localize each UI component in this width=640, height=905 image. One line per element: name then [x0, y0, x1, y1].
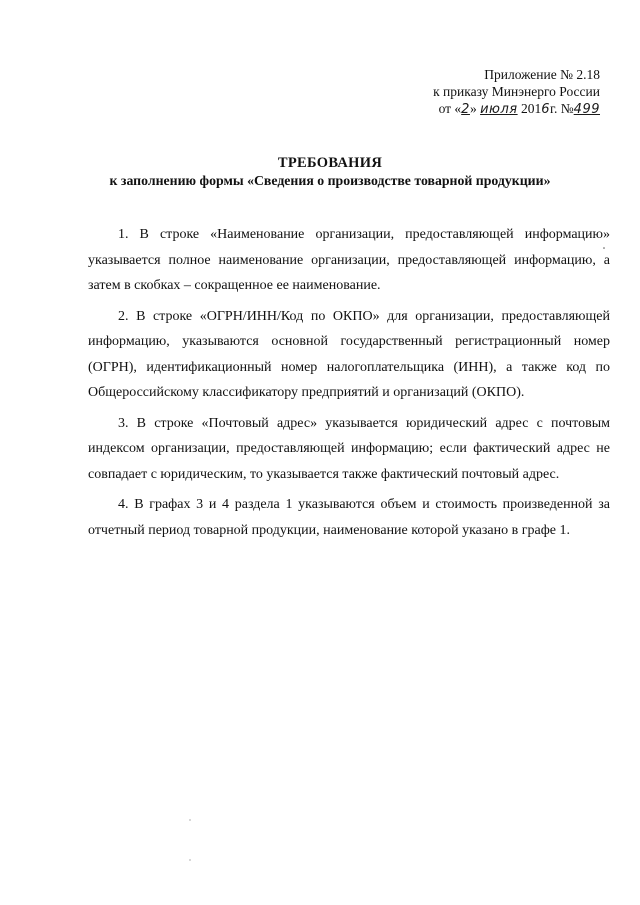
handwritten-month: июля	[480, 102, 518, 117]
date-mid: »	[469, 101, 477, 116]
appendix-number: Приложение № 2.18	[484, 67, 600, 82]
year-suffix-number-label: г. №	[550, 101, 574, 116]
document-subtitle: к заполнению формы «Сведения о производстве товарной продукции»	[109, 173, 551, 188]
order-date-line	[410, 100, 600, 118]
handwritten-year-digit: 6	[541, 102, 551, 117]
document-title-block	[60, 154, 600, 190]
handwritten-day: 2	[461, 102, 470, 117]
paragraph-1: 1. В строке «Наименование организации, предоставляющей информацию» указывается полное наименование организации, предоставляющей информацию, а затем в скобках – сокращенное ее наименование.	[88, 227, 610, 293]
paragraph-2: 2. В строке «ОГРН/ИНН/Код по ОКПО» для организации, предоставляющей информацию, указываются основной государственный регистрационный номер (ОГРН), идентификационный номер налогоплательщика (ИНН), а также код по Общероссийскому классификатору предприятий и организаций (ОКПО).	[88, 308, 610, 400]
handwritten-order-number: 499	[573, 102, 600, 117]
appendix-header	[410, 66, 600, 118]
date-prefix: от «	[438, 101, 462, 116]
paragraph-3: 3. В строке «Почтовый адрес» указывается юридический адрес с почтовым индексом организации, предоставляющей информацию; если фактический адрес не совпадает с юридическим, то указывается также фактический почтовый адрес.	[88, 415, 610, 482]
document-title: ТРЕБОВАНИЯ	[277, 155, 383, 171]
order-reference: к приказу Минэнерго России	[433, 84, 600, 99]
document-body	[88, 222, 610, 548]
year-prefix: 201	[520, 101, 542, 116]
paragraph-4: 4. В графах 3 и 4 раздела 1 указываются объем и стоимость произведенной за отчетный период товарной продукции, наименование которой указано в графе 1.	[88, 497, 610, 538]
